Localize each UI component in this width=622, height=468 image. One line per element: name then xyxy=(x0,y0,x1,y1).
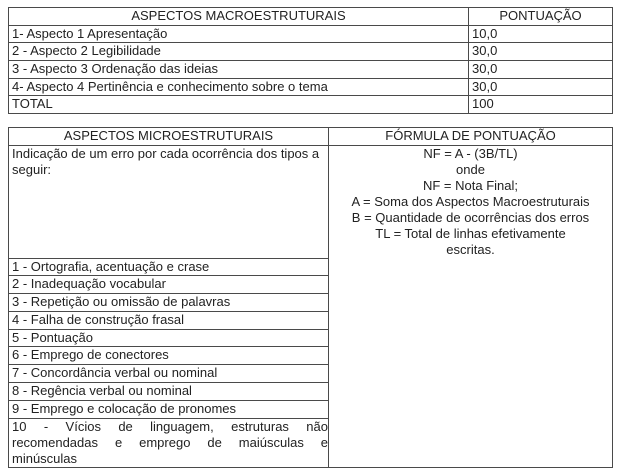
error-type-item: 2 - Inadequação vocabular xyxy=(9,276,329,294)
micro-aspects-table xyxy=(8,127,613,468)
table-row xyxy=(9,78,613,96)
score-cell: 30,0 xyxy=(469,61,613,79)
formula-cell xyxy=(329,145,613,467)
score-cell: 10,0 xyxy=(469,25,613,43)
score-cell: 30,0 xyxy=(469,78,613,96)
error-type-item: 8 - Regência verbal ou nominal xyxy=(9,383,329,401)
table-row xyxy=(9,43,613,61)
error-type-item: 9 - Emprego e colocação de pronomes xyxy=(9,400,329,418)
table-header-row xyxy=(9,128,613,146)
error-type-item: 6 - Emprego de conectores xyxy=(9,347,329,365)
header-micro-aspects: ASPECTOS MICROESTRUTURAIS xyxy=(9,128,329,146)
header-formula: FÓRMULA DE PONTUAÇÃO xyxy=(329,128,613,146)
formula-equation: NF = A - (3B/TL) xyxy=(423,145,518,161)
table-row xyxy=(9,61,613,79)
macro-aspects-table xyxy=(8,7,613,114)
formula-where: onde xyxy=(456,161,485,177)
error-type-item: 1 - Ortografia, acentuação e crase xyxy=(9,258,329,276)
score-cell: 30,0 xyxy=(469,43,613,61)
total-score: 100 xyxy=(469,96,613,114)
total-label: TOTAL xyxy=(9,96,469,114)
error-type-item: 7 - Concordância verbal ou nominal xyxy=(9,365,329,383)
error-type-item: 3 - Repetição ou omissão de palavras xyxy=(9,294,329,312)
aspect-cell: 1- Aspecto 1 Apresentação xyxy=(9,25,469,43)
intro-cell xyxy=(9,145,329,258)
header-score: PONTUAÇÃO xyxy=(469,8,613,26)
aspect-cell: 3 - Aspecto 3 Ordenação das ideias xyxy=(9,61,469,79)
header-macro-aspects: ASPECTOS MACROESTRUTURAIS xyxy=(9,8,469,26)
formula-def-nf: NF = Nota Final; xyxy=(422,177,518,193)
error-type-item: 10 - Vícios de linguagem, estruturas não recomendadas e emprego de maiúsculas e minúsculas xyxy=(9,418,329,467)
table-header-row xyxy=(9,8,613,26)
error-type-item: 4 - Falha de construção frasal xyxy=(9,311,329,329)
error-type-item: 5 - Pontuação xyxy=(9,329,329,347)
formula-def-a: A = Soma dos Aspectos Macroestruturais xyxy=(351,193,590,209)
aspect-cell: 4- Aspecto 4 Pertinência e conhecimento sobre o tema xyxy=(9,78,469,96)
table-row xyxy=(9,25,613,43)
formula-def-tl: TL = Total de linhas efetivamente escritas. xyxy=(375,225,566,257)
intro-text: Indicação de um erro por cada ocorrência dos tipos a seguir: xyxy=(12,145,320,177)
formula-def-b: B = Quantidade de ocorrências dos erros xyxy=(351,209,590,225)
aspect-cell: 2 - Aspecto 2 Legibilidade xyxy=(9,43,469,61)
table-row xyxy=(9,145,613,258)
total-row xyxy=(9,96,613,114)
